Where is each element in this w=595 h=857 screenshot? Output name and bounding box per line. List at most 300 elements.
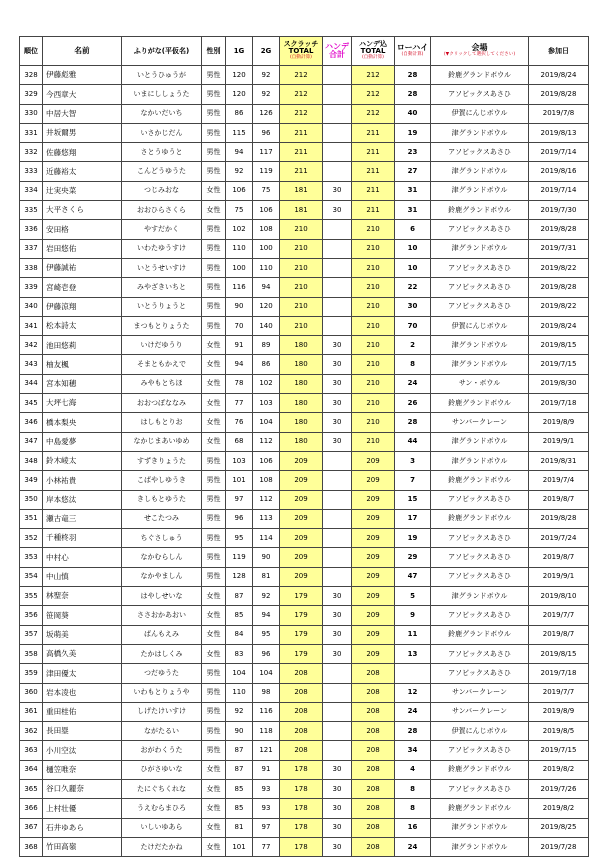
kana-cell: いとうりょうと bbox=[122, 297, 202, 316]
scratch-total-cell: 178 bbox=[280, 760, 323, 779]
handicap-cell bbox=[323, 529, 352, 548]
rank-cell: 353 bbox=[20, 548, 43, 567]
kana-cell: おおつぼななみ bbox=[122, 394, 202, 413]
results-sheet bbox=[19, 36, 576, 857]
sex-cell: 男性 bbox=[202, 683, 226, 702]
handicap-total-cell: 209 bbox=[352, 471, 395, 490]
sex-cell: 女性 bbox=[202, 779, 226, 798]
header-name: 名前 bbox=[43, 37, 122, 66]
sex-cell: 男性 bbox=[202, 509, 226, 528]
date-cell: 2019/8/16 bbox=[529, 162, 589, 181]
game1-cell: 110 bbox=[226, 239, 253, 258]
venue-select[interactable]: 鈴鹿グランドボウル bbox=[431, 66, 529, 85]
game2-cell: 108 bbox=[253, 220, 280, 239]
header-hdc-total-note: (自動計算) bbox=[362, 55, 384, 61]
venue-select[interactable]: アソビックスあさひ bbox=[431, 297, 529, 316]
rank-cell: 331 bbox=[20, 123, 43, 142]
name-cell: 橋本梨央 bbox=[43, 413, 122, 432]
scratch-total-cell: 208 bbox=[280, 722, 323, 741]
header-game2: 2G bbox=[253, 37, 280, 66]
rank-cell: 339 bbox=[20, 278, 43, 297]
sex-cell: 女性 bbox=[202, 799, 226, 818]
date-cell: 2019/8/28 bbox=[529, 278, 589, 297]
sex-cell: 男性 bbox=[202, 702, 226, 721]
rank-cell: 352 bbox=[20, 529, 43, 548]
header-lowhigh bbox=[395, 37, 431, 66]
handicap-total-cell: 208 bbox=[352, 760, 395, 779]
game2-cell: 96 bbox=[253, 123, 280, 142]
table-row bbox=[20, 625, 589, 644]
venue-select[interactable]: 津グランドボウル bbox=[431, 432, 529, 451]
game2-cell: 92 bbox=[253, 66, 280, 85]
sex-cell: 男性 bbox=[202, 162, 226, 181]
handicap-total-cell: 210 bbox=[352, 258, 395, 277]
table-row bbox=[20, 702, 589, 721]
venue-select[interactable]: 鈴鹿グランドボウル bbox=[431, 394, 529, 413]
name-cell: 大平さくら bbox=[43, 201, 122, 220]
kana-cell: なかやましん bbox=[122, 567, 202, 586]
handicap-total-cell: 209 bbox=[352, 529, 395, 548]
lowhigh-cell: 24 bbox=[395, 374, 431, 393]
kana-cell: いさかじだん bbox=[122, 123, 202, 142]
name-cell: 笹岡葵 bbox=[43, 606, 122, 625]
date-cell: 2019/8/15 bbox=[529, 644, 589, 663]
date-cell: 2019/8/7 bbox=[529, 625, 589, 644]
venue-select[interactable]: アソビックスあさひ bbox=[431, 258, 529, 277]
venue-select[interactable]: アソビックスあさひ bbox=[431, 548, 529, 567]
game1-cell: 106 bbox=[226, 181, 253, 200]
name-cell: 岩本凌也 bbox=[43, 683, 122, 702]
venue-select[interactable]: 津グランドボウル bbox=[431, 123, 529, 142]
venue-select[interactable]: 鈴鹿グランドボウル bbox=[431, 760, 529, 779]
date-cell: 2019/8/7 bbox=[529, 548, 589, 567]
venue-select[interactable]: 津グランドボウル bbox=[431, 451, 529, 470]
table-row bbox=[20, 741, 589, 760]
name-cell: 中居大智 bbox=[43, 104, 122, 123]
sex-cell: 女性 bbox=[202, 432, 226, 451]
handicap-cell bbox=[323, 316, 352, 335]
scratch-total-cell: 179 bbox=[280, 606, 323, 625]
name-cell: 長田塁 bbox=[43, 722, 122, 741]
rank-cell: 359 bbox=[20, 664, 43, 683]
scratch-total-cell: 210 bbox=[280, 297, 323, 316]
name-cell: 宮崎壱登 bbox=[43, 278, 122, 297]
name-cell: 重田桂佑 bbox=[43, 702, 122, 721]
scratch-total-cell: 178 bbox=[280, 779, 323, 798]
venue-select[interactable]: 津グランドボウル bbox=[431, 181, 529, 200]
table-row bbox=[20, 837, 589, 856]
name-cell: 坂萌美 bbox=[43, 625, 122, 644]
handicap-cell: 30 bbox=[323, 336, 352, 355]
kana-cell: なかじまあいゆめ bbox=[122, 432, 202, 451]
date-cell: 2019/8/10 bbox=[529, 587, 589, 606]
sex-cell: 男性 bbox=[202, 567, 226, 586]
table-row bbox=[20, 722, 589, 741]
sex-cell: 女性 bbox=[202, 201, 226, 220]
name-cell: 今西章大 bbox=[43, 85, 122, 104]
sex-cell: 男性 bbox=[202, 239, 226, 258]
rank-cell: 357 bbox=[20, 625, 43, 644]
handicap-total-cell: 210 bbox=[352, 239, 395, 258]
handicap-cell bbox=[323, 683, 352, 702]
lowhigh-cell: 8 bbox=[395, 355, 431, 374]
handicap-total-cell: 212 bbox=[352, 66, 395, 85]
rank-cell: 336 bbox=[20, 220, 43, 239]
sex-cell: 男性 bbox=[202, 278, 226, 297]
venue-select[interactable]: アソビックスあさひ bbox=[431, 779, 529, 798]
venue-select[interactable]: 鈴鹿グランドボウル bbox=[431, 625, 529, 644]
lowhigh-cell: 16 bbox=[395, 818, 431, 837]
kana-cell: つだゆうた bbox=[122, 664, 202, 683]
game2-cell: 90 bbox=[253, 548, 280, 567]
table-row bbox=[20, 509, 589, 528]
handicap-cell: 30 bbox=[323, 779, 352, 798]
handicap-cell bbox=[323, 239, 352, 258]
handicap-total-cell: 208 bbox=[352, 702, 395, 721]
lowhigh-cell: 13 bbox=[395, 644, 431, 663]
rank-cell: 338 bbox=[20, 258, 43, 277]
kana-cell: たけだたかね bbox=[122, 837, 202, 856]
game1-cell: 87 bbox=[226, 587, 253, 606]
handicap-total-cell: 211 bbox=[352, 162, 395, 181]
scratch-total-cell: 210 bbox=[280, 316, 323, 335]
lowhigh-cell: 8 bbox=[395, 779, 431, 798]
name-cell: 安田格 bbox=[43, 220, 122, 239]
date-cell: 2019/8/25 bbox=[529, 818, 589, 837]
venue-select[interactable]: 津グランドボウル bbox=[431, 239, 529, 258]
header-lowhigh-note: (自動計算) bbox=[401, 52, 424, 58]
kana-cell: まつもとりょうた bbox=[122, 316, 202, 335]
header-kana: ふりがな(平仮名) bbox=[122, 37, 202, 66]
name-cell: 竹田高嶺 bbox=[43, 837, 122, 856]
header-handicap bbox=[323, 37, 352, 66]
handicap-total-cell: 209 bbox=[352, 509, 395, 528]
venue-select[interactable]: 伊賀にんじボウル bbox=[431, 316, 529, 335]
sex-cell: 男性 bbox=[202, 316, 226, 335]
table-row bbox=[20, 278, 589, 297]
sex-cell: 男性 bbox=[202, 220, 226, 239]
handicap-cell: 30 bbox=[323, 413, 352, 432]
name-cell: 中村心 bbox=[43, 548, 122, 567]
sex-cell: 男性 bbox=[202, 529, 226, 548]
game2-cell: 98 bbox=[253, 683, 280, 702]
name-cell: 千種柊羽 bbox=[43, 529, 122, 548]
kana-cell: ながたるい bbox=[122, 722, 202, 741]
scratch-total-cell: 181 bbox=[280, 181, 323, 200]
lowhigh-cell: 28 bbox=[395, 413, 431, 432]
name-cell: 中山慎 bbox=[43, 567, 122, 586]
game1-cell: 77 bbox=[226, 394, 253, 413]
handicap-total-cell: 209 bbox=[352, 644, 395, 663]
lowhigh-cell: 31 bbox=[395, 181, 431, 200]
lowhigh-cell: 30 bbox=[395, 297, 431, 316]
venue-select[interactable]: アソビックスあさひ bbox=[431, 490, 529, 509]
name-cell: 小林祐貴 bbox=[43, 471, 122, 490]
lowhigh-cell: 47 bbox=[395, 567, 431, 586]
scratch-total-cell: 209 bbox=[280, 567, 323, 586]
table-row bbox=[20, 123, 589, 142]
table-row bbox=[20, 66, 589, 85]
rank-cell: 335 bbox=[20, 201, 43, 220]
scratch-total-cell: 179 bbox=[280, 644, 323, 663]
handicap-cell: 30 bbox=[323, 837, 352, 856]
date-cell: 2019/8/28 bbox=[529, 220, 589, 239]
game1-cell: 101 bbox=[226, 471, 253, 490]
kana-cell: はしもとりお bbox=[122, 413, 202, 432]
rank-cell: 365 bbox=[20, 779, 43, 798]
lowhigh-cell: 19 bbox=[395, 123, 431, 142]
game1-cell: 104 bbox=[226, 664, 253, 683]
lowhigh-cell: 24 bbox=[395, 702, 431, 721]
handicap-cell bbox=[323, 258, 352, 277]
table-row bbox=[20, 220, 589, 239]
handicap-cell bbox=[323, 509, 352, 528]
lowhigh-cell: 70 bbox=[395, 316, 431, 335]
handicap-cell bbox=[323, 123, 352, 142]
table-header-row bbox=[20, 37, 589, 66]
venue-select[interactable]: 鈴鹿グランドボウル bbox=[431, 471, 529, 490]
kana-cell: さとうゆうと bbox=[122, 143, 202, 162]
game2-cell: 95 bbox=[253, 625, 280, 644]
handicap-total-cell: 210 bbox=[352, 278, 395, 297]
game2-cell: 117 bbox=[253, 143, 280, 162]
date-cell: 2019/8/30 bbox=[529, 374, 589, 393]
kana-cell: せこたつみ bbox=[122, 509, 202, 528]
date-cell: 2019/7/18 bbox=[529, 394, 589, 413]
venue-select[interactable]: アソビックスあさひ bbox=[431, 606, 529, 625]
table-row bbox=[20, 548, 589, 567]
rank-cell: 346 bbox=[20, 413, 43, 432]
name-cell: 林聖奈 bbox=[43, 587, 122, 606]
game1-cell: 76 bbox=[226, 413, 253, 432]
venue-select[interactable]: サンバークレーン bbox=[431, 683, 529, 702]
handicap-cell: 30 bbox=[323, 818, 352, 837]
handicap-cell: 30 bbox=[323, 760, 352, 779]
game1-cell: 75 bbox=[226, 201, 253, 220]
lowhigh-cell: 27 bbox=[395, 162, 431, 181]
game1-cell: 91 bbox=[226, 336, 253, 355]
table-row bbox=[20, 818, 589, 837]
lowhigh-cell: 5 bbox=[395, 587, 431, 606]
table-row bbox=[20, 413, 589, 432]
game1-cell: 87 bbox=[226, 760, 253, 779]
date-cell: 2019/8/2 bbox=[529, 799, 589, 818]
venue-select[interactable]: 津グランドボウル bbox=[431, 818, 529, 837]
sex-cell: 男性 bbox=[202, 123, 226, 142]
handicap-cell: 30 bbox=[323, 355, 352, 374]
date-cell: 2019/8/24 bbox=[529, 316, 589, 335]
venue-select[interactable]: サン・ボウル bbox=[431, 374, 529, 393]
lowhigh-cell: 28 bbox=[395, 66, 431, 85]
handicap-cell bbox=[323, 297, 352, 316]
table-row bbox=[20, 587, 589, 606]
handicap-total-cell: 209 bbox=[352, 548, 395, 567]
scratch-total-cell: 208 bbox=[280, 664, 323, 683]
game2-cell: 93 bbox=[253, 799, 280, 818]
rank-cell: 358 bbox=[20, 644, 43, 663]
game2-cell: 89 bbox=[253, 336, 280, 355]
venue-select[interactable]: アソビックスあさひ bbox=[431, 644, 529, 663]
header-venue-label: 会場 bbox=[471, 43, 488, 53]
date-cell: 2019/8/28 bbox=[529, 509, 589, 528]
venue-select[interactable]: サンバークレーン bbox=[431, 702, 529, 721]
kana-cell: ちぐさしゅう bbox=[122, 529, 202, 548]
table-row bbox=[20, 239, 589, 258]
scratch-total-cell: 180 bbox=[280, 394, 323, 413]
game2-cell: 103 bbox=[253, 394, 280, 413]
game1-cell: 92 bbox=[226, 162, 253, 181]
kana-cell: ばんもえみ bbox=[122, 625, 202, 644]
header-sex: 性別 bbox=[202, 37, 226, 66]
header-venue-note: (▼クリックして選択してください) bbox=[443, 52, 516, 58]
scratch-total-cell: 211 bbox=[280, 162, 323, 181]
kana-cell: やすだかく bbox=[122, 220, 202, 239]
kana-cell: はやしせいな bbox=[122, 587, 202, 606]
rank-cell: 351 bbox=[20, 509, 43, 528]
sex-cell: 女性 bbox=[202, 394, 226, 413]
venue-select[interactable]: アソビックスあさひ bbox=[431, 220, 529, 239]
scratch-total-cell: 180 bbox=[280, 355, 323, 374]
venue-select[interactable]: 津グランドボウル bbox=[431, 837, 529, 856]
handicap-total-cell: 210 bbox=[352, 374, 395, 393]
sex-cell: 女性 bbox=[202, 606, 226, 625]
handicap-total-cell: 209 bbox=[352, 625, 395, 644]
header-handicap-total bbox=[352, 37, 395, 66]
rank-cell: 329 bbox=[20, 85, 43, 104]
name-cell: 岸本悠汰 bbox=[43, 490, 122, 509]
header-hdc-total-label: ハンデ込 bbox=[359, 40, 387, 49]
rank-cell: 343 bbox=[20, 355, 43, 374]
game1-cell: 83 bbox=[226, 644, 253, 663]
date-cell: 2019/8/9 bbox=[529, 702, 589, 721]
sex-cell: 女性 bbox=[202, 336, 226, 355]
game2-cell: 92 bbox=[253, 587, 280, 606]
date-cell: 2019/8/15 bbox=[529, 336, 589, 355]
game2-cell: 91 bbox=[253, 760, 280, 779]
game2-cell: 112 bbox=[253, 490, 280, 509]
lowhigh-cell: 10 bbox=[395, 258, 431, 277]
game1-cell: 90 bbox=[226, 722, 253, 741]
name-cell: 小川空汰 bbox=[43, 741, 122, 760]
handicap-total-cell: 208 bbox=[352, 664, 395, 683]
rank-cell: 337 bbox=[20, 239, 43, 258]
name-cell: 岩田悠佑 bbox=[43, 239, 122, 258]
rank-cell: 342 bbox=[20, 336, 43, 355]
table-row bbox=[20, 606, 589, 625]
venue-select[interactable]: サンバークレーン bbox=[431, 413, 529, 432]
sex-cell: 女性 bbox=[202, 818, 226, 837]
lowhigh-cell: 3 bbox=[395, 451, 431, 470]
kana-cell: こんどうゆうた bbox=[122, 162, 202, 181]
game1-cell: 110 bbox=[226, 683, 253, 702]
table-row bbox=[20, 451, 589, 470]
kana-cell: いわもとりょうや bbox=[122, 683, 202, 702]
venue-select[interactable]: 鈴鹿グランドボウル bbox=[431, 799, 529, 818]
name-cell: 池田悠莉 bbox=[43, 336, 122, 355]
header-date-label: 参加日 bbox=[548, 46, 569, 55]
game2-cell: 104 bbox=[253, 664, 280, 683]
header-venue bbox=[431, 37, 529, 66]
name-cell: 近藤裕太 bbox=[43, 162, 122, 181]
game2-cell: 116 bbox=[253, 702, 280, 721]
table-row bbox=[20, 258, 589, 277]
handicap-cell bbox=[323, 104, 352, 123]
venue-select[interactable]: 津グランドボウル bbox=[431, 162, 529, 181]
venue-select[interactable]: 津グランドボウル bbox=[431, 336, 529, 355]
table-row bbox=[20, 201, 589, 220]
rank-cell: 354 bbox=[20, 567, 43, 586]
sex-cell: 男性 bbox=[202, 451, 226, 470]
venue-select[interactable]: アソビックスあさひ bbox=[431, 529, 529, 548]
rank-cell: 340 bbox=[20, 297, 43, 316]
name-cell: 津田優太 bbox=[43, 664, 122, 683]
venue-select[interactable]: 伊賀にんじボウル bbox=[431, 104, 529, 123]
venue-select[interactable]: アソビックスあさひ bbox=[431, 664, 529, 683]
venue-select[interactable]: 津グランドボウル bbox=[431, 587, 529, 606]
table-row bbox=[20, 394, 589, 413]
table-row bbox=[20, 760, 589, 779]
handicap-cell bbox=[323, 85, 352, 104]
kana-cell: きしもとゆうた bbox=[122, 490, 202, 509]
lowhigh-cell: 7 bbox=[395, 471, 431, 490]
rank-cell: 355 bbox=[20, 587, 43, 606]
game2-cell: 112 bbox=[253, 432, 280, 451]
lowhigh-cell: 10 bbox=[395, 239, 431, 258]
venue-select[interactable]: 津グランドボウル bbox=[431, 355, 529, 374]
header-rank: 順位 bbox=[20, 37, 43, 66]
kana-cell: いとうせいすけ bbox=[122, 258, 202, 277]
sex-cell: 女性 bbox=[202, 837, 226, 856]
header-hdc-total-total: TOTAL bbox=[360, 47, 386, 56]
kana-cell: すずきりょうた bbox=[122, 451, 202, 470]
game2-cell: 106 bbox=[253, 201, 280, 220]
game2-cell: 77 bbox=[253, 837, 280, 856]
game2-cell: 75 bbox=[253, 181, 280, 200]
venue-select[interactable]: 鈴鹿グランドボウル bbox=[431, 201, 529, 220]
scratch-total-cell: 212 bbox=[280, 104, 323, 123]
table-row bbox=[20, 162, 589, 181]
handicap-cell: 30 bbox=[323, 644, 352, 663]
scratch-total-cell: 179 bbox=[280, 625, 323, 644]
table-row bbox=[20, 316, 589, 335]
handicap-cell bbox=[323, 66, 352, 85]
sex-cell: 女性 bbox=[202, 181, 226, 200]
table-row bbox=[20, 104, 589, 123]
venue-select[interactable]: 鈴鹿グランドボウル bbox=[431, 509, 529, 528]
venue-select[interactable]: アソビックスあさひ bbox=[431, 567, 529, 586]
game2-cell: 114 bbox=[253, 529, 280, 548]
date-cell: 2019/7/14 bbox=[529, 181, 589, 200]
handicap-total-cell: 208 bbox=[352, 683, 395, 702]
name-cell: 石井ゆあら bbox=[43, 818, 122, 837]
venue-select[interactable]: アソビックスあさひ bbox=[431, 278, 529, 297]
venue-select[interactable]: 伊賀にんじボウル bbox=[431, 722, 529, 741]
handicap-cell: 30 bbox=[323, 374, 352, 393]
game2-cell: 106 bbox=[253, 451, 280, 470]
sex-cell: 男性 bbox=[202, 548, 226, 567]
scratch-total-cell: 178 bbox=[280, 799, 323, 818]
venue-select[interactable]: アソビックスあさひ bbox=[431, 85, 529, 104]
table-row bbox=[20, 355, 589, 374]
header-handicap-line1: ハンデ bbox=[325, 42, 349, 51]
game1-cell: 115 bbox=[226, 123, 253, 142]
rank-cell: 361 bbox=[20, 702, 43, 721]
venue-select[interactable]: アソビックスあさひ bbox=[431, 741, 529, 760]
lowhigh-cell: 19 bbox=[395, 529, 431, 548]
venue-select[interactable]: アソビックスあさひ bbox=[431, 143, 529, 162]
sex-cell: 男性 bbox=[202, 143, 226, 162]
scratch-total-cell: 209 bbox=[280, 529, 323, 548]
